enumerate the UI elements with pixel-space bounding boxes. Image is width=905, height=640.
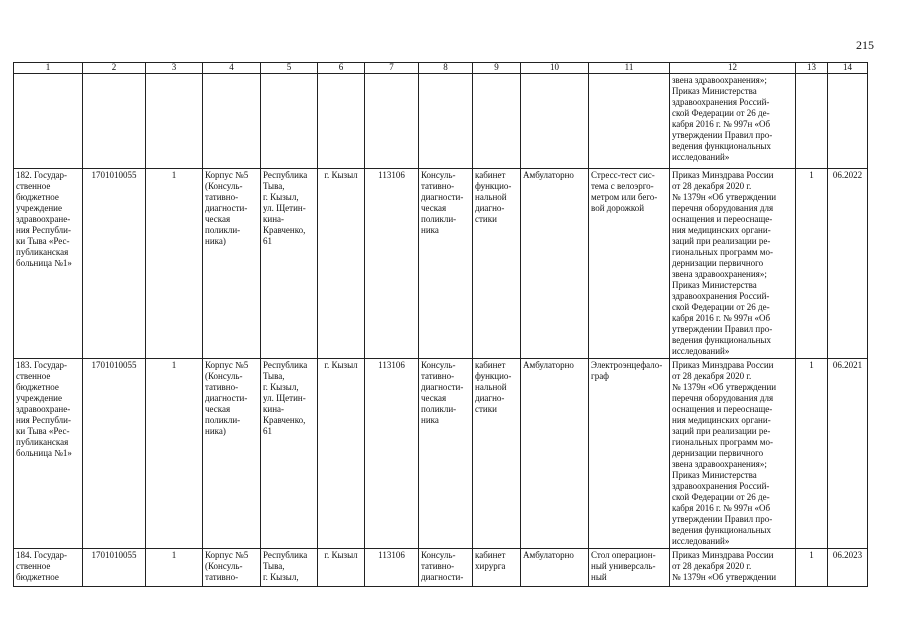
cell-line: Стол операцион-: [591, 550, 656, 560]
cell-line: бюджетное: [16, 572, 59, 582]
cell-line: кабря 2016 г. № 997н «Об: [672, 119, 771, 129]
table-cell: [473, 169, 521, 359]
cell-line: ственное: [16, 371, 51, 381]
cell-line: ской Федерации от 26 де-: [672, 108, 770, 118]
cell-line: гиональных программ мо-: [672, 247, 773, 257]
cell-line: Приказ Минздрава России: [672, 550, 774, 560]
cell-line: утверждении Правил про-: [672, 130, 773, 140]
cell-line: ника: [421, 415, 439, 425]
cell-line: Электроэнцефало-: [591, 360, 663, 370]
cell-line: 61: [263, 426, 272, 436]
cell-line: здравоохране-: [16, 214, 71, 224]
cell-line: 1701010055: [91, 550, 137, 560]
cell-line: Консуль-: [421, 360, 456, 370]
cell-line: Корпус №5: [205, 360, 249, 370]
cell-line: 1: [171, 170, 177, 180]
cell-line: дернизации первичного: [672, 448, 764, 458]
column-header: 14: [828, 63, 868, 74]
cell-line: Приказ Министерства: [672, 470, 757, 480]
cell-line: кина-: [263, 214, 284, 224]
table-cell: [318, 549, 365, 587]
cell-line: нальной: [475, 192, 507, 202]
page-number: 215: [856, 38, 874, 52]
table-cell: [203, 169, 261, 359]
cell-line: оснащения и переоснаще-: [672, 404, 773, 414]
cell-line: граф: [591, 371, 610, 381]
cell-line: звена здравоохранения»;: [672, 269, 767, 279]
cell-line: стики: [475, 404, 497, 414]
table-cell: [796, 74, 828, 169]
cell-line: диагно-: [475, 393, 505, 403]
cell-line: кина-: [263, 404, 284, 414]
cell-line: Тыва,: [263, 561, 285, 571]
cell-line: Приказ Минздрава России: [672, 170, 774, 180]
cell-line: больница №1»: [16, 448, 72, 458]
cell-line: кабинет: [475, 550, 506, 560]
cell-line: ственное: [16, 181, 51, 191]
table-cell: [146, 549, 203, 587]
equipment-table: [13, 62, 868, 587]
cell-line: Амбулаторно: [523, 360, 574, 370]
cell-line: здравоохранения Россий-: [672, 291, 770, 301]
cell-line: Амбулаторно: [523, 170, 574, 180]
cell-line: 113106: [378, 170, 405, 180]
table-cell: [828, 549, 868, 587]
table-cell: [670, 169, 796, 359]
cell-line: диагности-: [205, 203, 248, 213]
cell-line: гиональных программ мо-: [672, 437, 773, 447]
table-row: [14, 169, 868, 359]
cell-line: Приказ Минздрава России: [672, 360, 774, 370]
column-header: 5: [261, 63, 318, 74]
table-cell: [318, 169, 365, 359]
table-cell: [419, 169, 473, 359]
cell-line: 182. Государ-: [16, 170, 68, 180]
table-cell: [670, 359, 796, 549]
cell-line: кабинет: [475, 170, 506, 180]
table-cell: [146, 359, 203, 549]
table-cell: [365, 549, 419, 587]
cell-line: Республика: [263, 170, 308, 180]
cell-line: стики: [475, 214, 497, 224]
cell-line: тативно-: [421, 181, 455, 191]
cell-line: г. Кызыл,: [263, 192, 299, 202]
cell-line: утверждении Правил про-: [672, 514, 773, 524]
column-header: 12: [670, 63, 796, 74]
cell-line: 183. Государ-: [16, 360, 68, 370]
table-cell: [419, 359, 473, 549]
table-cell: [473, 359, 521, 549]
cell-line: исследований»: [672, 346, 730, 356]
cell-line: тативно-: [421, 561, 455, 571]
cell-line: дернизации первичного: [672, 258, 764, 268]
cell-line: (Консуль-: [205, 181, 243, 191]
cell-line: от 28 декабря 2020 г.: [672, 371, 752, 381]
cell-line: функцио-: [475, 371, 512, 381]
table-cell: [589, 359, 670, 549]
cell-line: 61: [263, 236, 272, 246]
cell-line: (Консуль-: [205, 561, 243, 571]
table-row: [14, 74, 868, 169]
cell-line: тативно-: [205, 572, 239, 582]
cell-line: 113106: [378, 360, 405, 370]
cell-line: диагности-: [421, 382, 464, 392]
cell-line: метром или бего-: [591, 192, 658, 202]
cell-line: № 1379н «Об утверждении: [672, 382, 777, 392]
cell-line: Амбулаторно: [523, 550, 574, 560]
cell-line: от 28 декабря 2020 г.: [672, 561, 752, 571]
cell-line: тема с велоэрго-: [591, 181, 654, 191]
cell-line: ул. Щетин-: [263, 203, 306, 213]
column-header: 11: [589, 63, 670, 74]
cell-line: 113106: [378, 550, 405, 560]
cell-line: от 28 декабря 2020 г.: [672, 181, 752, 191]
cell-line: кабря 2016 г. № 997н «Об: [672, 313, 771, 323]
table-cell: [146, 74, 203, 169]
cell-line: публиканская: [16, 437, 69, 447]
cell-line: ния медицинских органи-: [672, 225, 771, 235]
cell-line: функцио-: [475, 181, 512, 191]
table-cell: [828, 74, 868, 169]
cell-line: кабинет: [475, 360, 506, 370]
column-header: 6: [318, 63, 365, 74]
column-header: 8: [419, 63, 473, 74]
table-cell: [318, 74, 365, 169]
cell-line: заций при реализации ре-: [672, 236, 771, 246]
table-cell: [365, 74, 419, 169]
cell-line: ской Федерации от 26 де-: [672, 302, 770, 312]
cell-line: Корпус №5: [205, 550, 249, 560]
table-cell: [796, 169, 828, 359]
cell-line: утверждении Правил про-: [672, 324, 773, 334]
table-cell: [14, 169, 83, 359]
table-cell: [419, 74, 473, 169]
cell-line: вой дорожкой: [591, 203, 645, 213]
cell-line: ника): [205, 426, 226, 436]
table-cell: [589, 549, 670, 587]
cell-line: (Консуль-: [205, 371, 243, 381]
cell-line: бюджетное: [16, 382, 59, 392]
cell-line: больница №1»: [16, 258, 72, 268]
cell-line: 1: [809, 170, 814, 180]
table-header-row: [14, 63, 868, 74]
cell-line: Республика: [263, 360, 308, 370]
cell-line: здравоохранения Россий-: [672, 481, 770, 491]
cell-line: Приказ Министерства: [672, 86, 757, 96]
cell-line: ул. Щетин-: [263, 393, 306, 403]
cell-line: ведения функциональных: [672, 141, 771, 151]
column-header: 2: [83, 63, 146, 74]
cell-line: поликли-: [421, 404, 457, 414]
cell-line: ный универсаль-: [591, 561, 656, 571]
cell-line: учреждение: [16, 203, 62, 213]
cell-line: звена здравоохранения»;: [672, 75, 767, 85]
table-cell: [521, 549, 589, 587]
cell-line: г. Кызыл: [324, 550, 358, 560]
cell-line: Республика: [263, 550, 308, 560]
column-header: 10: [521, 63, 589, 74]
cell-line: Тыва,: [263, 371, 285, 381]
cell-line: ческая: [205, 404, 231, 414]
table-cell: [521, 359, 589, 549]
table-cell: [521, 74, 589, 169]
cell-line: Консуль-: [421, 550, 456, 560]
cell-line: ника): [205, 236, 226, 246]
cell-line: ния Республи-: [16, 415, 71, 425]
cell-line: публиканская: [16, 247, 69, 257]
table-cell: [14, 359, 83, 549]
cell-line: Кравченко,: [263, 415, 306, 425]
cell-line: диагности-: [205, 393, 248, 403]
table-cell: [796, 549, 828, 587]
table-cell: [521, 169, 589, 359]
cell-line: 06.2021: [832, 360, 863, 370]
column-header: 7: [365, 63, 419, 74]
cell-line: ния медицинских органи-: [672, 415, 771, 425]
cell-line: ской Федерации от 26 де-: [672, 492, 770, 502]
cell-line: здравоохране-: [16, 404, 71, 414]
column-header: 1: [14, 63, 83, 74]
table-cell: [589, 74, 670, 169]
cell-line: ведения функциональных: [672, 525, 771, 535]
table-cell: [365, 359, 419, 549]
table-cell: [261, 549, 318, 587]
table-cell: [146, 169, 203, 359]
cell-line: кабря 2016 г. № 997н «Об: [672, 503, 771, 513]
table-cell: [83, 169, 146, 359]
cell-line: ника: [421, 225, 439, 235]
cell-line: ведения функциональных: [672, 335, 771, 345]
cell-line: Кравченко,: [263, 225, 306, 235]
table-cell: [14, 74, 83, 169]
table-cell: [589, 169, 670, 359]
table-cell: [83, 549, 146, 587]
table-cell: [796, 359, 828, 549]
cell-line: нальной: [475, 382, 507, 392]
table-cell: [83, 359, 146, 549]
cell-line: ный: [591, 572, 607, 582]
cell-line: № 1379н «Об утверждении: [672, 572, 777, 582]
cell-line: г. Кызыл: [324, 360, 358, 370]
cell-line: хирурга: [475, 561, 506, 571]
cell-line: ния Республи-: [16, 225, 71, 235]
cell-line: 1: [171, 360, 177, 370]
cell-line: перечня оборудования для: [672, 203, 774, 213]
table-cell: [828, 359, 868, 549]
cell-line: бюджетное: [16, 192, 59, 202]
table-cell: [670, 74, 796, 169]
cell-line: тативно-: [421, 371, 455, 381]
cell-line: звена здравоохранения»;: [672, 459, 767, 469]
cell-line: перечня оборудования для: [672, 393, 774, 403]
cell-line: Консуль-: [421, 170, 456, 180]
table-cell: [261, 359, 318, 549]
cell-line: поликли-: [205, 415, 241, 425]
column-header: 4: [203, 63, 261, 74]
table-cell: [14, 549, 83, 587]
cell-line: 1701010055: [91, 360, 137, 370]
table-cell: [828, 169, 868, 359]
cell-line: 1: [171, 550, 177, 560]
cell-line: оснащения и переоснаще-: [672, 214, 773, 224]
cell-line: ки Тыва «Рес-: [16, 426, 70, 436]
cell-line: Приказ Министерства: [672, 280, 757, 290]
cell-line: ческая: [421, 203, 447, 213]
table-cell: [473, 549, 521, 587]
table-cell: [670, 549, 796, 587]
table-cell: [318, 359, 365, 549]
table-cell: [419, 549, 473, 587]
table-row: [14, 359, 868, 549]
cell-line: исследований»: [672, 152, 730, 162]
table-cell: [203, 549, 261, 587]
cell-line: 1701010055: [91, 170, 137, 180]
cell-line: ческая: [205, 214, 231, 224]
cell-line: здравоохранения Россий-: [672, 97, 770, 107]
table-cell: [261, 74, 318, 169]
cell-line: г. Кызыл: [324, 170, 358, 180]
cell-line: г. Кызыл,: [263, 382, 299, 392]
cell-line: тативно-: [205, 192, 239, 202]
cell-line: Корпус №5: [205, 170, 249, 180]
cell-line: диагности-: [421, 572, 464, 582]
cell-line: диагности-: [421, 192, 464, 202]
table-cell: [203, 359, 261, 549]
cell-line: 1: [809, 550, 814, 560]
cell-line: 06.2023: [832, 550, 863, 560]
table-cell: [365, 169, 419, 359]
cell-line: г. Кызыл,: [263, 572, 299, 582]
cell-line: 1: [809, 360, 814, 370]
cell-line: поликли-: [205, 225, 241, 235]
cell-line: исследований»: [672, 536, 730, 546]
column-header: 13: [796, 63, 828, 74]
cell-line: 06.2022: [832, 170, 863, 180]
cell-line: заций при реализации ре-: [672, 426, 771, 436]
column-header: 9: [473, 63, 521, 74]
cell-line: ческая: [421, 393, 447, 403]
cell-line: учреждение: [16, 393, 62, 403]
cell-line: Стресс-тест сис-: [591, 170, 655, 180]
cell-line: ки Тыва «Рес-: [16, 236, 70, 246]
cell-line: диагно-: [475, 203, 505, 213]
cell-line: Тыва,: [263, 181, 285, 191]
table-cell: [203, 74, 261, 169]
table-cell: [473, 74, 521, 169]
cell-line: ственное: [16, 561, 51, 571]
cell-line: 184. Государ-: [16, 550, 68, 560]
table-row: [14, 549, 868, 587]
table-cell: [83, 74, 146, 169]
cell-line: тативно-: [205, 382, 239, 392]
table-cell: [261, 169, 318, 359]
column-header: 3: [146, 63, 203, 74]
cell-line: поликли-: [421, 214, 457, 224]
cell-line: № 1379н «Об утверждении: [672, 192, 777, 202]
